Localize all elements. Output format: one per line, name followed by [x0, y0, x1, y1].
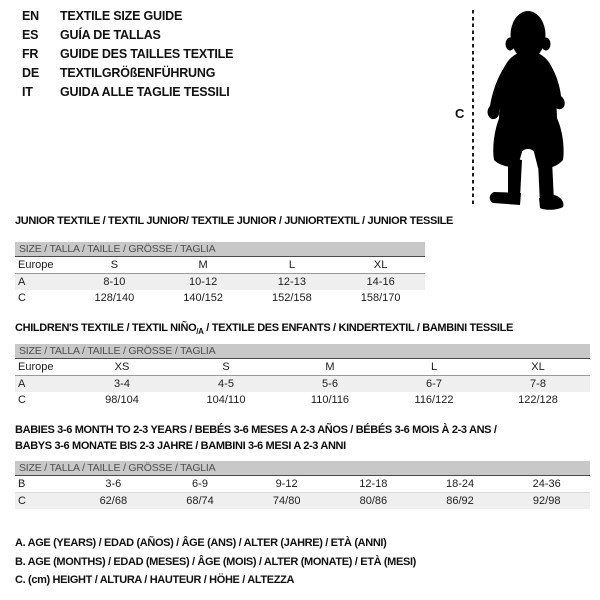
babies-title-line2: BABYS 3-6 MONATE BIS 2-3 JAHRE / BAMBINI 3-6 MESI A 2-3 ANNI: [15, 439, 346, 452]
row-label: C: [18, 394, 26, 406]
height-cell: 92/98: [532, 495, 561, 507]
age-cell: 5-6: [322, 378, 338, 390]
height-cell: 62/68: [99, 495, 128, 507]
height-cell: 152/158: [271, 292, 312, 304]
language-row-it: [22, 83, 233, 102]
height-dashed-line: [472, 10, 474, 206]
children-table-title: [15, 322, 513, 336]
table-row-europe: [15, 257, 425, 274]
language-title: TEXTILGRÖßENFÜHRUNG: [60, 66, 216, 80]
size-cell: L: [430, 361, 438, 373]
height-cell: 74/80: [272, 495, 301, 507]
row-label: A: [18, 378, 26, 390]
size-cell: XL: [531, 361, 545, 373]
age-cell: 7-8: [530, 378, 546, 390]
table-row-europe: [15, 359, 590, 376]
age-cell: 12-13: [277, 276, 306, 288]
size-cell: XL: [373, 259, 388, 271]
months-cell: 18-24: [445, 478, 475, 490]
language-row-fr: [22, 45, 233, 64]
size-header-bar: SIZE / TALLA / TAILLE / GRÖSSE / TAGLIA: [15, 461, 590, 476]
months-cell: 6-9: [192, 478, 208, 490]
footnote-c: C. (cm) HEIGHT / ALTURA / HAUTEUR / HÖHE / ALTEZZA: [15, 574, 295, 586]
age-cell: 8-10: [103, 276, 126, 288]
language-code: FR: [22, 47, 39, 61]
language-title: TEXTILE SIZE GUIDE: [60, 9, 183, 23]
row-label: A: [18, 276, 26, 288]
size-cell: S: [110, 259, 119, 271]
size-cell: S: [222, 361, 230, 373]
toddler-silhouette-image: [484, 8, 576, 210]
size-cell: L: [288, 259, 295, 271]
footnotes: [15, 534, 416, 590]
height-cell: 140/152: [183, 292, 223, 304]
height-cell: 98/104: [105, 394, 139, 406]
babies-table-title: [15, 423, 497, 454]
row-label: Europe: [18, 361, 54, 373]
size-header-bar: SIZE / TALLA / TAILLE / GRÖSSE / TAGLIA: [15, 242, 425, 257]
language-row-es: [22, 26, 233, 45]
height-cell: 80/86: [359, 495, 388, 507]
table-row-height: [15, 493, 590, 509]
height-measure-label: C: [455, 106, 465, 121]
months-cell: 24-36: [532, 478, 561, 490]
height-cell: 104/110: [206, 394, 246, 406]
height-cell: 110/116: [310, 394, 350, 406]
row-label: C: [18, 495, 26, 507]
height-cell: 68/74: [186, 495, 214, 507]
height-cell: 116/122: [414, 394, 454, 406]
language-code: EN: [22, 9, 39, 23]
row-label: C: [18, 292, 26, 304]
table-row-height: [15, 392, 590, 408]
table-row-age: [15, 376, 590, 392]
footnote-b: B. AGE (MONTHS) / EDAD (MESES) / ÂGE (MOIS) / ALTER (MONATE) / ETÀ (MESI): [15, 555, 416, 568]
table-row-months: [15, 476, 590, 493]
language-code: DE: [22, 66, 39, 80]
height-cell: 122/128: [518, 394, 558, 406]
age-cell: 6-7: [426, 378, 442, 390]
months-cell: 12-18: [359, 478, 388, 490]
row-label: Europe: [18, 259, 54, 271]
junior-table-title: JUNIOR TEXTILE / TEXTIL JUNIOR/ TEXTILE JUNIOR / JUNIORTEXTIL / JUNIOR TESSILE: [15, 215, 454, 227]
footnote-a: A. AGE (YEARS) / EDAD (AÑOS) / ÂGE (ANS) / ALTER (JAHRE) / ETÀ (ANNI): [15, 537, 387, 549]
babies-size-table: [15, 461, 590, 509]
children-title-pre: CHILDREN'S TEXTILE / TEXTIL NIÑO: [15, 322, 197, 334]
language-title: GUÍA DE TALLAS: [60, 28, 161, 42]
row-label: B: [18, 478, 26, 490]
size-cell: XS: [114, 361, 130, 373]
children-title-post: / TEXTILE DES ENFANTS / KINDERTEXTIL / BAMBINI TESSILE: [203, 322, 513, 334]
children-size-table: [15, 344, 590, 408]
children-title-sub: /A: [196, 327, 204, 337]
age-cell: 10-12: [189, 276, 218, 288]
height-cell: 86/92: [446, 495, 474, 507]
language-row-de: [22, 64, 233, 83]
months-cell: 9-12: [275, 478, 298, 490]
table-row-height: [15, 290, 425, 306]
size-header-bar: SIZE / TALLA / TAILLE / GRÖSSE / TAGLIA: [15, 344, 590, 359]
age-cell: 3-4: [114, 378, 130, 390]
size-cell: M: [325, 361, 335, 373]
size-cell: M: [198, 259, 208, 271]
language-title: GUIDE DES TAILLES TEXTILE: [60, 47, 234, 61]
language-code: ES: [22, 28, 39, 42]
height-cell: 128/140: [94, 292, 135, 304]
height-cell: 158/170: [360, 292, 401, 304]
language-code: IT: [22, 85, 33, 99]
language-title-list: [22, 7, 233, 102]
language-title: GUIDA ALLE TAGLIE TESSILI: [60, 85, 230, 99]
months-cell: 3-6: [105, 478, 122, 490]
age-cell: 4-5: [218, 378, 234, 390]
babies-title-line1: BABIES 3-6 MONTH TO 2-3 YEARS / BEBÉS 3-6 MESES A 2-3 AÑOS / BÉBÉS 3-6 MOIS À 2-3 ANS /: [15, 424, 497, 436]
table-row-age: [15, 274, 425, 290]
language-row-en: [22, 7, 233, 26]
junior-size-table: [15, 242, 425, 306]
age-cell: 14-16: [366, 276, 395, 288]
